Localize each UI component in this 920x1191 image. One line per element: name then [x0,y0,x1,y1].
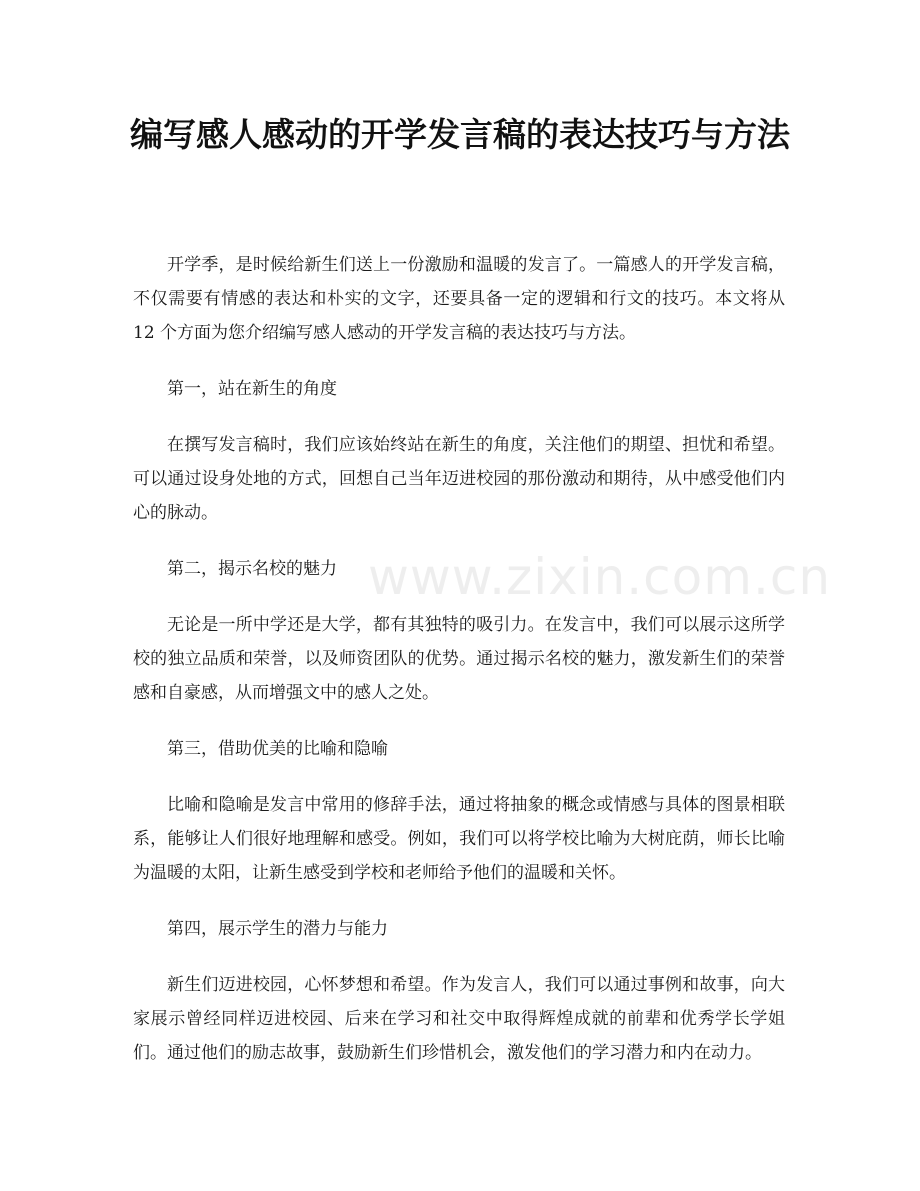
document-body [133,248,785,1092]
watermark: www.zixin.com.cn [368,548,832,606]
section-heading-3: 第三，借助优美的比喻和隐喻 [167,739,388,759]
section-body-4: 新生们迈进校园，心怀梦想和希望。作为发言人，我们可以通过事例和故事，向大家展示曾经同样迈进校园、后来在学习和社交中取得辉煌成就的前辈和优秀学长学姐们。通过他们的励志故事，鼓励新生们珍惜机会，激发他们的学习潜力和内在动力。 [133,975,785,1063]
section-body-2: 无论是一所中学还是大学，都有其独特的吸引力。在发言中，我们可以展示这所学校的独立品质和荣誉，以及师资团队的优势。通过揭示名校的魅力，激发新生们的荣誉感和自豪感，从而增强文中的感人之处。 [133,615,785,703]
section-body-1: 在撰写发言稿时，我们应该始终站在新生的角度，关注他们的期望、担忧和希望。可以通过设身处地的方式，回想自己当年迈进校园的那份激动和期待，从中感受他们内心的脉动。 [133,435,785,523]
section-heading-4: 第四，展示学生的潜力与能力 [167,919,388,939]
section-body-3: 比喻和隐喻是发言中常用的修辞手法，通过将抽象的概念或情感与具体的图景相联系，能够让人们很好地理解和感受。例如，我们可以将学校比喻为大树庇荫，师长比喻为温暖的太阳，让新生感受到学校和老师给予他们的温暖和关怀。 [133,795,785,883]
document-title: 编写感人感动的开学发言稿的表达技巧与方法 [130,115,790,154]
section-heading-1: 第一，站在新生的角度 [167,379,337,399]
section-heading-2: 第二，揭示名校的魅力 [167,559,337,579]
intro-paragraph: 开学季，是时候给新生们送上一份激励和温暖的发言了。一篇感人的开学发言稿，不仅需要有情感的表达和朴实的文字，还要具备一定的逻辑和行文的技巧。本文将从 12 个方面为您介绍编写感人感动的开学发言稿的表达技巧与方法。 [133,255,785,343]
